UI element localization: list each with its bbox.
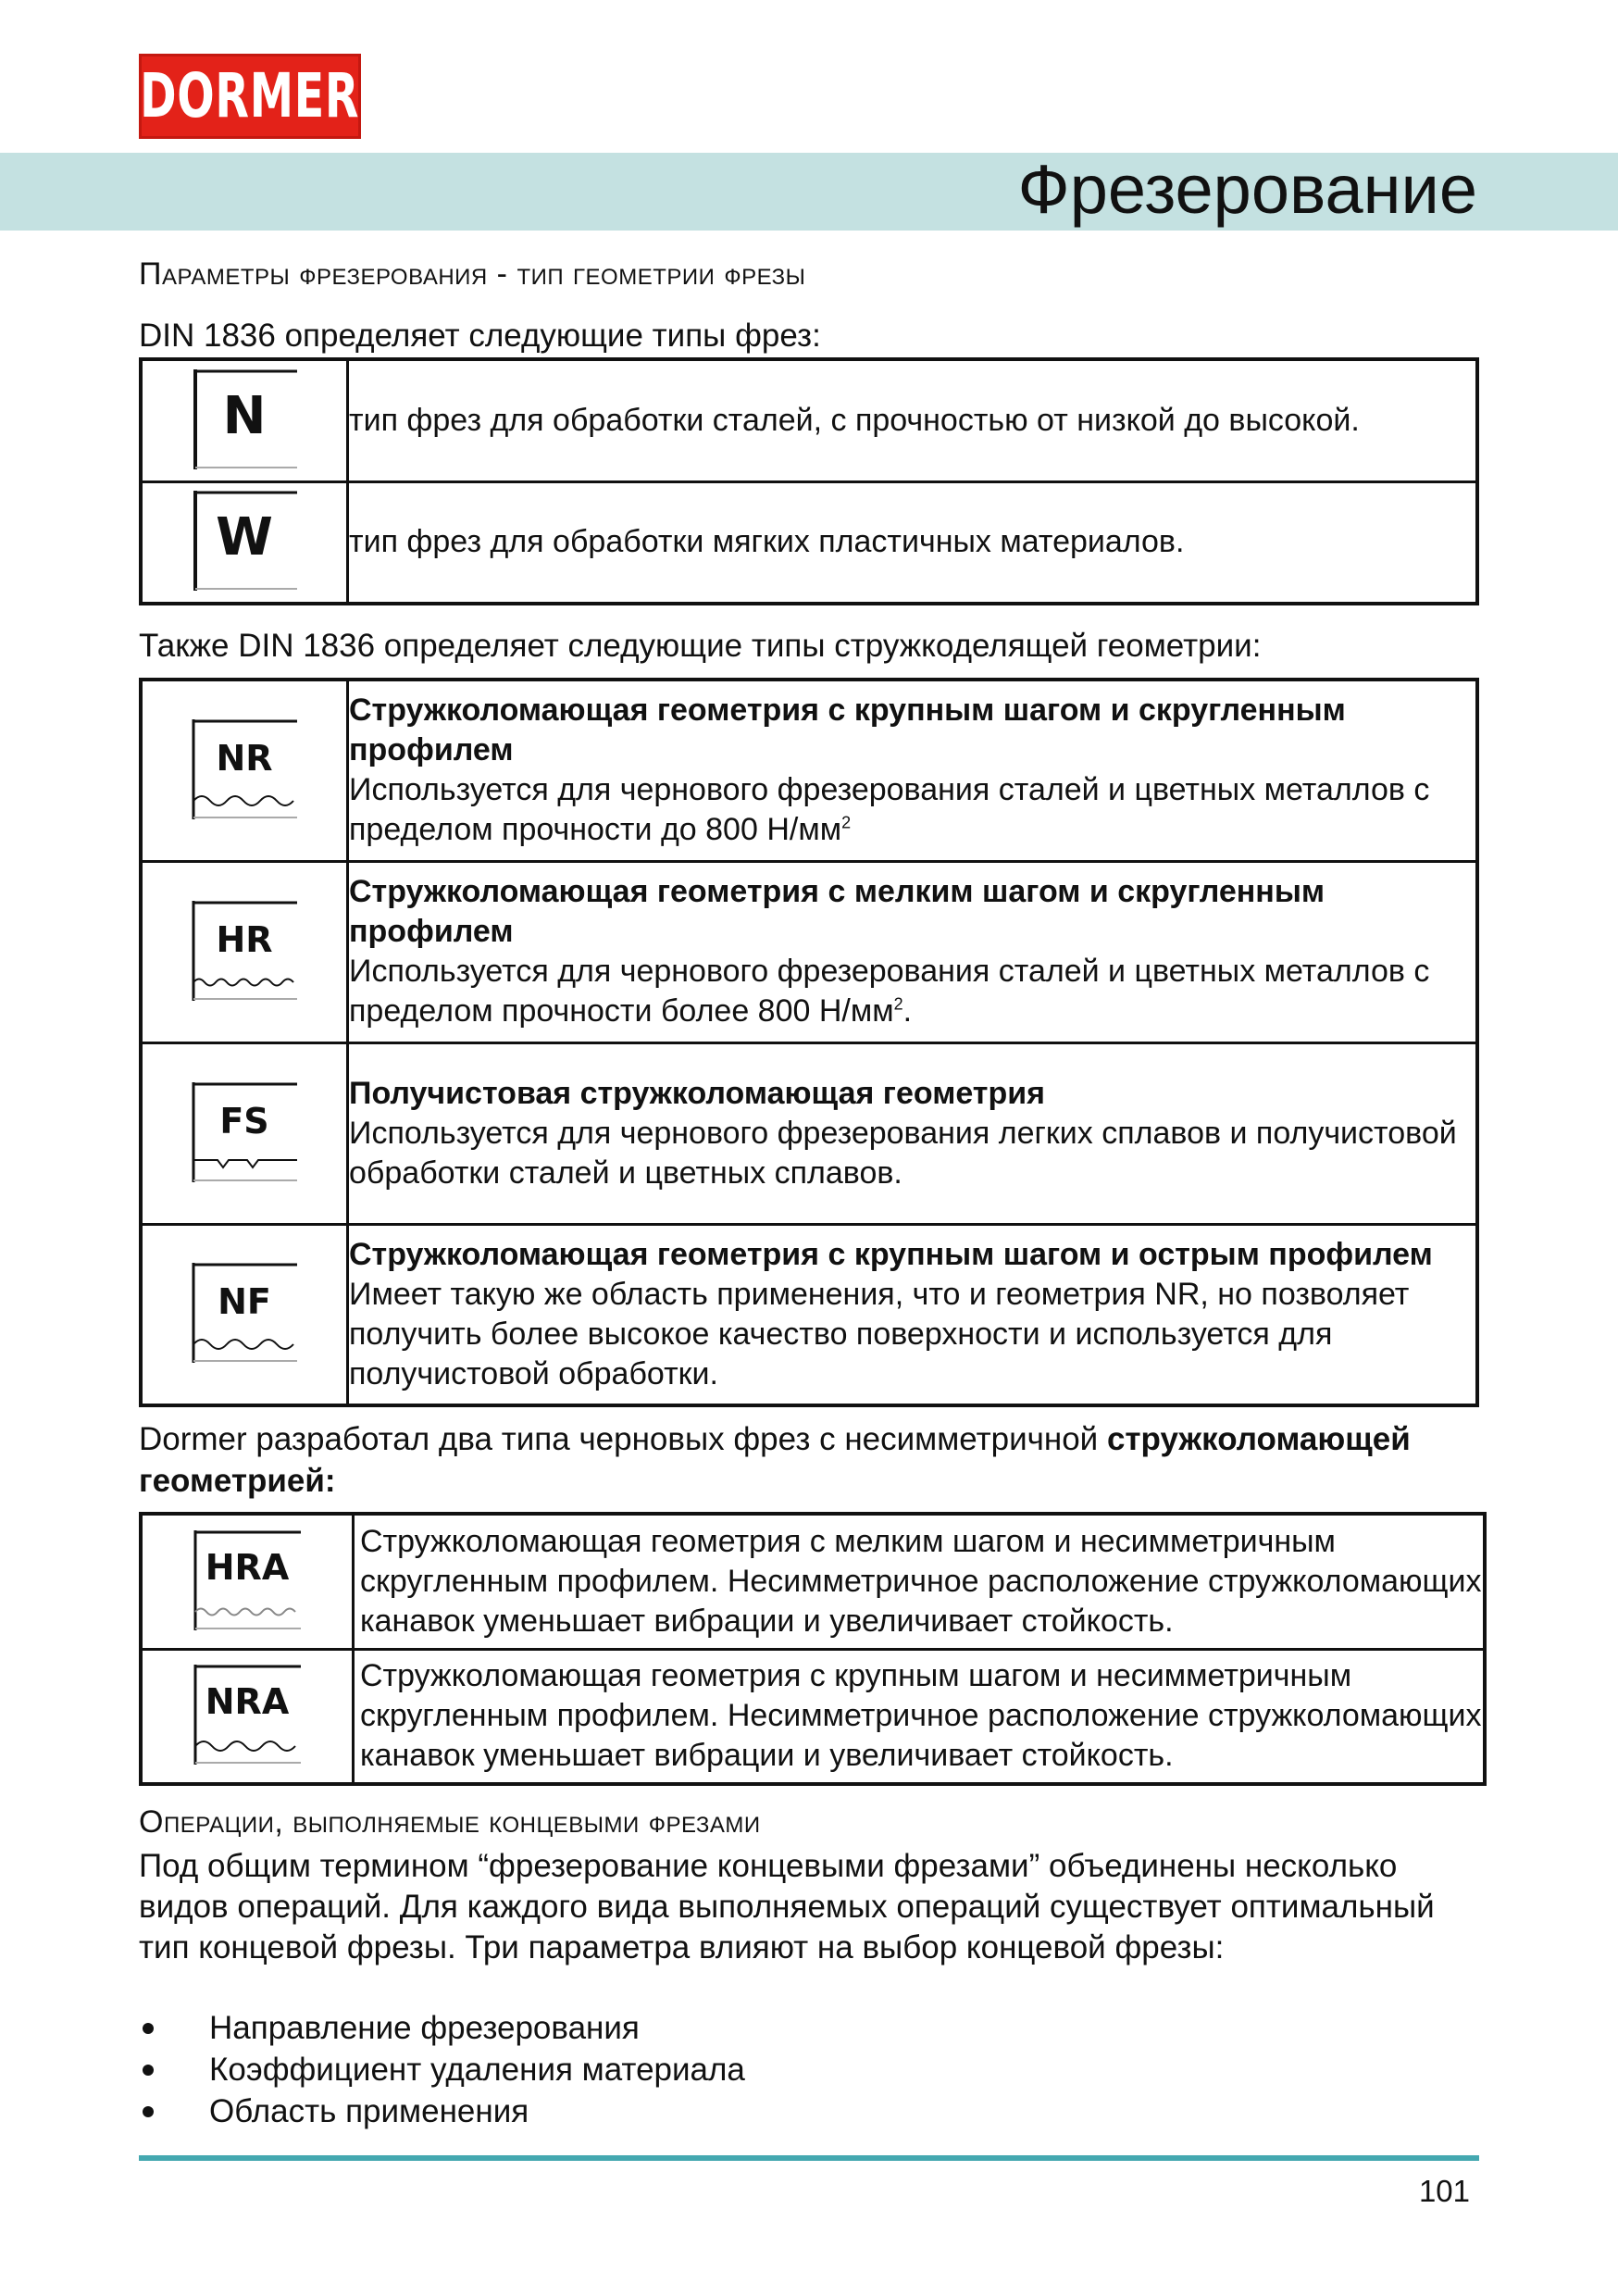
type-n-icon: N [222,385,267,446]
geometry-description [348,1042,1478,1224]
list-item: Направление фрезерования [139,2007,745,2049]
asym-description: Стружколомающая геометрия с крупным шагом и несимметричным скругленным профилем. Несимметричное расположение стружколомающих канавок уменьшает вибрации и увеличивает стойкость. [354,1649,1486,1784]
table-row [141,481,1477,604]
geometry-text: Используется для чернового фрезерования легких сплавов и получистовой обработки сталей и цветных сплавов. [349,1115,1457,1191]
cutter-types-table [139,357,1479,605]
icon-cell [141,1042,348,1224]
icon-cell [141,359,348,481]
geometry-text: Используется для чернового фрезерования сталей и цветных металлов с пределом прочности до 800 $Н/мм^2$ [349,772,1430,848]
icon-cell [141,1649,354,1784]
parameter-list [139,2007,745,2132]
table-row [141,1224,1477,1405]
table-row [141,1514,1485,1649]
asym-description: Стружколомающая геометрия с мелким шагом и несимметричным скругленным профилем. Несимметричное расположение стружколомающих канавок уменьшает вибрации и увеличивает стойкость. [354,1514,1486,1649]
hra-fine-wave-icon: HRA [192,1527,303,1632]
geometry-description [348,680,1478,861]
geometry-title: Получистовая стружколомающая геометрия [349,1075,1045,1111]
table-row [141,1042,1477,1224]
logo-text: DORMER [140,60,360,131]
type-w-icon: W [216,507,273,568]
icon-cell [141,1224,348,1405]
bullet-icon [143,2023,154,2034]
dormer-logo [139,54,361,139]
list-item: Коэффициент удаления материала [139,2049,745,2090]
section-heading-operations: Операции, выполняемые концевыми фрезами [139,1804,761,1840]
table-row [141,1649,1485,1784]
list-item: Область применения [139,2090,745,2132]
section-heading-geometry: Параметры фрезерования - тип геометрии фрезы [139,256,806,292]
hr-fine-wave-icon: HR [190,897,299,1003]
icon-cell [141,680,348,861]
geometry-text: Используется для чернового фрезерования сталей и цветных металлов с пределом прочности более 800 $Н/мм^2$. [349,954,1430,1029]
din-intro: DIN 1836 определяет следующие типы фрез: [139,318,821,354]
geometry-description [348,1224,1478,1405]
icon-cell [141,481,348,604]
page-number: 101 [1418,2174,1470,2208]
nf-sharp-wave-icon: NF [190,1259,299,1365]
bullet-icon [143,2065,154,2076]
table-row [141,359,1477,481]
geometry-title: Стружколомающая геометрия с мелким шагом и скругленным профилем [349,874,1326,949]
table-row [141,861,1477,1042]
fs-semifinish-icon: FS [190,1079,299,1184]
operations-text: Под общим термином “фрезерование концевыми фрезами” объединены несколько видов операций. Для каждого вида выполняемых операций существует оптимальный тип концевой фрезы. Три параметра влияют на выбор концевой фрезы: [139,1848,1435,1965]
geometry-title: Стружколомающая геометрия с крупным шагом и острым профилем [349,1236,1433,1272]
icon-cell [141,1514,354,1649]
chipbreaker-intro: Также DIN 1836 определяет следующие типы стружкоделящей геометрии: [139,628,1262,664]
type-description: тип фрез для обработки мягких пластичных материалов. [348,481,1478,604]
type-description: тип фрез для обработки сталей, с прочностью от низкой до высокой. [348,359,1478,481]
page-title: Фрезерование [1017,151,1477,228]
asymmetric-table [139,1512,1487,1786]
dormer-intro: Dormer разработал два типа черновых фрез с несимметричной стружколомающей геометрией: [139,1421,1411,1499]
icon-cell [141,861,348,1042]
geometry-description [348,861,1478,1042]
footer-rule [139,2155,1479,2161]
bullet-icon [143,2106,154,2117]
nr-rounded-wave-icon: NR [190,716,299,821]
table-row [141,680,1477,861]
geometry-text: Имеет такую же область применения, что и геометрия NR, но позволяет получить более высокое качество поверхности и используется для получистовой обработки. [349,1276,1410,1391]
geometry-title: Стружколомающая геометрия с крупным шагом и скругленным профилем [349,693,1346,768]
chipbreaker-table [139,678,1479,1407]
nra-coarse-wave-icon: NRA [192,1661,303,1766]
